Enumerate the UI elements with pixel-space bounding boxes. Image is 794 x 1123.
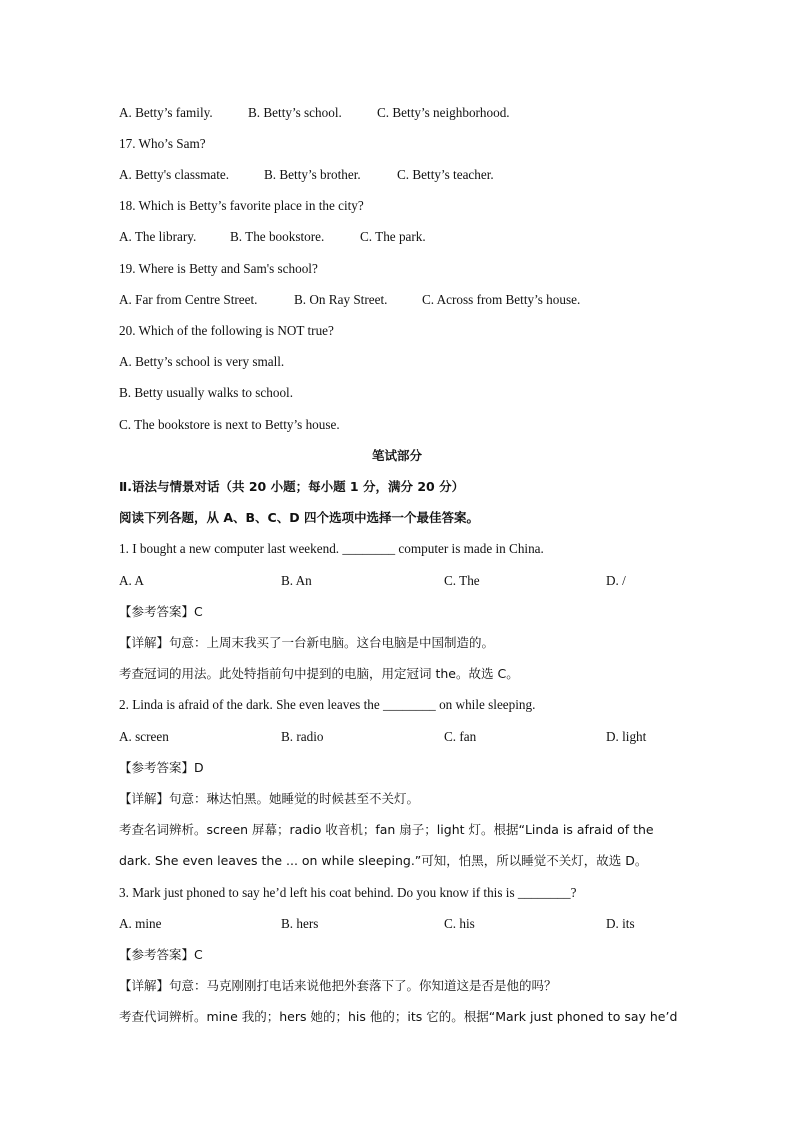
written-question-3: 3. Mark just phoned to say he’d left his coat behind. Do you know if this is ________?: [119, 885, 577, 900]
explain-3: 考查代词辨析。mine 我的；hers 她的；his 他的；its 它的。根据“Mark just phoned to say he’d: [119, 1009, 678, 1024]
option-b: B. hers: [281, 916, 319, 931]
option-d: D. light: [606, 729, 647, 744]
question-20-option-a: A. Betty’s school is very small.: [119, 354, 285, 369]
option-a: A. A: [119, 573, 144, 588]
option-d: D. its: [606, 916, 635, 931]
explain-2b: dark. She even leaves the ... on while sleeping.”可知，怕黑，所以睡觉不关灯，故选 D。: [119, 853, 648, 868]
written-question-2: 2. Linda is afraid of the dark. She even leaves the ________ on while sleeping.: [119, 697, 536, 712]
section-heading: Ⅱ.语法与情景对话（共 20 小题；每小题 1 分，满分 20 分）: [119, 479, 465, 494]
question-17: 17. Who’s Sam?: [119, 136, 206, 151]
option-c: C. his: [444, 916, 475, 931]
written-question-1: 1. I bought a new computer last weekend. ________ computer is made in China.: [119, 541, 544, 556]
section-instruction: 阅读下列各题，从 A、B、C、D 四个选项中选择一个最佳答案。: [119, 510, 479, 525]
option-a: A. Betty's classmate.: [119, 167, 230, 182]
detail-3: 【详解】句意：马克刚刚打电话来说他把外套落下了。你知道这是否是他的吗？: [119, 978, 557, 993]
question-20-option-b: B. Betty usually walks to school.: [119, 385, 293, 400]
detail-1: 【详解】句意：上周末我买了一台新电脑。这台电脑是中国制造的。: [119, 635, 495, 650]
question-18: 18. Which is Betty’s favorite place in the city?: [119, 198, 364, 213]
option-c: C. The: [444, 573, 480, 588]
question-20: 20. Which of the following is NOT true?: [119, 323, 334, 338]
question-19: 19. Where is Betty and Sam's school?: [119, 261, 318, 276]
option-c: C. Betty’s neighborhood.: [377, 105, 510, 120]
option-c: C. fan: [444, 729, 477, 744]
option-b: B. The bookstore.: [230, 229, 325, 244]
option-b: B. On Ray Street.: [294, 292, 388, 307]
option-b: B. Betty’s brother.: [264, 167, 361, 182]
answer-2: 【参考答案】D: [119, 760, 204, 775]
option-c: C. The park.: [360, 229, 426, 244]
option-d: D. /: [606, 573, 626, 588]
detail-2: 【详解】句意：琳达怕黑。她睡觉的时候甚至不关灯。: [119, 791, 420, 806]
option-b: B. Betty’s school.: [248, 105, 342, 120]
option-c: C. Betty’s teacher.: [397, 167, 494, 182]
section-title: 笔试部分: [371, 448, 422, 463]
option-a: A. Far from Centre Street.: [119, 292, 258, 307]
option-a: A. screen: [119, 729, 169, 744]
option-a: A. The library.: [119, 229, 197, 244]
option-b: B. radio: [281, 729, 324, 744]
option-c: C. Across from Betty’s house.: [422, 292, 581, 307]
explain-1: 考查冠词的用法。此处特指前句中提到的电脑，用定冠词 the。故选 C。: [119, 666, 519, 681]
question-20-option-c: C. The bookstore is next to Betty’s house.: [119, 417, 340, 432]
option-b: B. An: [281, 573, 312, 588]
answer-1: 【参考答案】C: [119, 604, 203, 619]
option-a: A. mine: [119, 916, 162, 931]
explain-2a: 考查名词辨析。screen 屏幕；radio 收音机；fan 扇子；light 灯。根据“Linda is afraid of the: [119, 822, 654, 837]
answer-3: 【参考答案】C: [119, 947, 203, 962]
option-a: A. Betty’s family.: [119, 105, 213, 120]
